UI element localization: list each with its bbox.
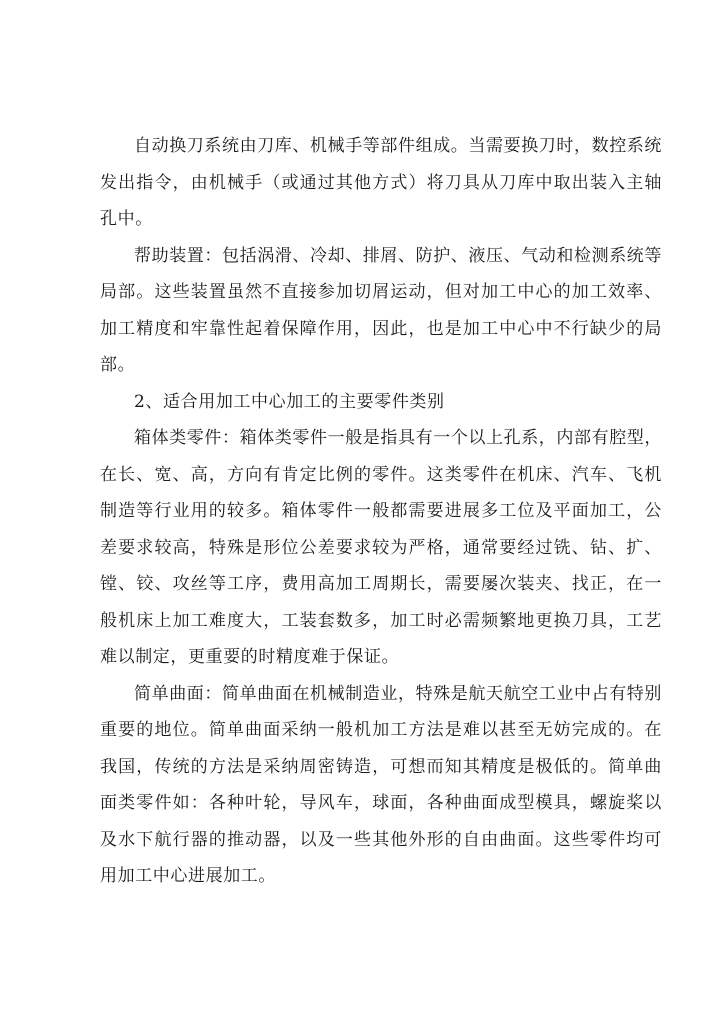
section-heading: 2、适合用加工中心加工的主要零件类别 [134,391,445,412]
document-body [100,128,662,895]
paragraph-auxiliary-devices: 帮助装置：包括涡滑、冷却、排屑、防护、液压、气动和检测系统等局部。这些装置虽然不直接参加切屑运动，但对加工中心的加工效率、加工精度和牢靠性起着保障作用，因此，也是加工中心中不行缺少的局部。 [100,245,662,375]
paragraph-box-parts: 箱体类零件：箱体类零件一般是指具有一个以上孔系，内部有腔型，在长、宽、高，方向有肯定比例的零件。这类零件在机床、汽车、飞机制造等行业用的较多。箱体零件一般都需要进展多工位及平面加工，公差要求较高，特殊是形位公差要求较为严格，通常要经过铣、钻、扩、镗、铰、攻丝等工序，费用高加工周期长，需要屡次装夹、找正，在一般机床上加工难度大，工装套数多，加工时必需频繁地更换刀具，工艺难以制定，更重要的时精度难于保证。 [100,428,662,667]
paragraph-curved-surfaces: 简单曲面：简单曲面在机械制造业，特殊是航天航空工业中占有特别重要的地位。简单曲面采纳一般机加工方法是难以甚至无妨完成的。在我国，传统的方法是采纳周密铸造，可想而知其精度是极低的。简单曲面类零件如：各种叶轮，导风车，球面，各种曲面成型模具，螺旋桨以及水下航行器的推动器，以及一些其他外形的自由曲面。这些零件均可用加工中心进展加工。 [100,683,662,886]
paragraph-auto-tool-change: 自动换刀系统由刀库、机械手等部件组成。当需要换刀时，数控系统发出指令，由机械手（或通过其他方式）将刀具从刀库中取出装入主轴孔中。 [100,136,662,229]
